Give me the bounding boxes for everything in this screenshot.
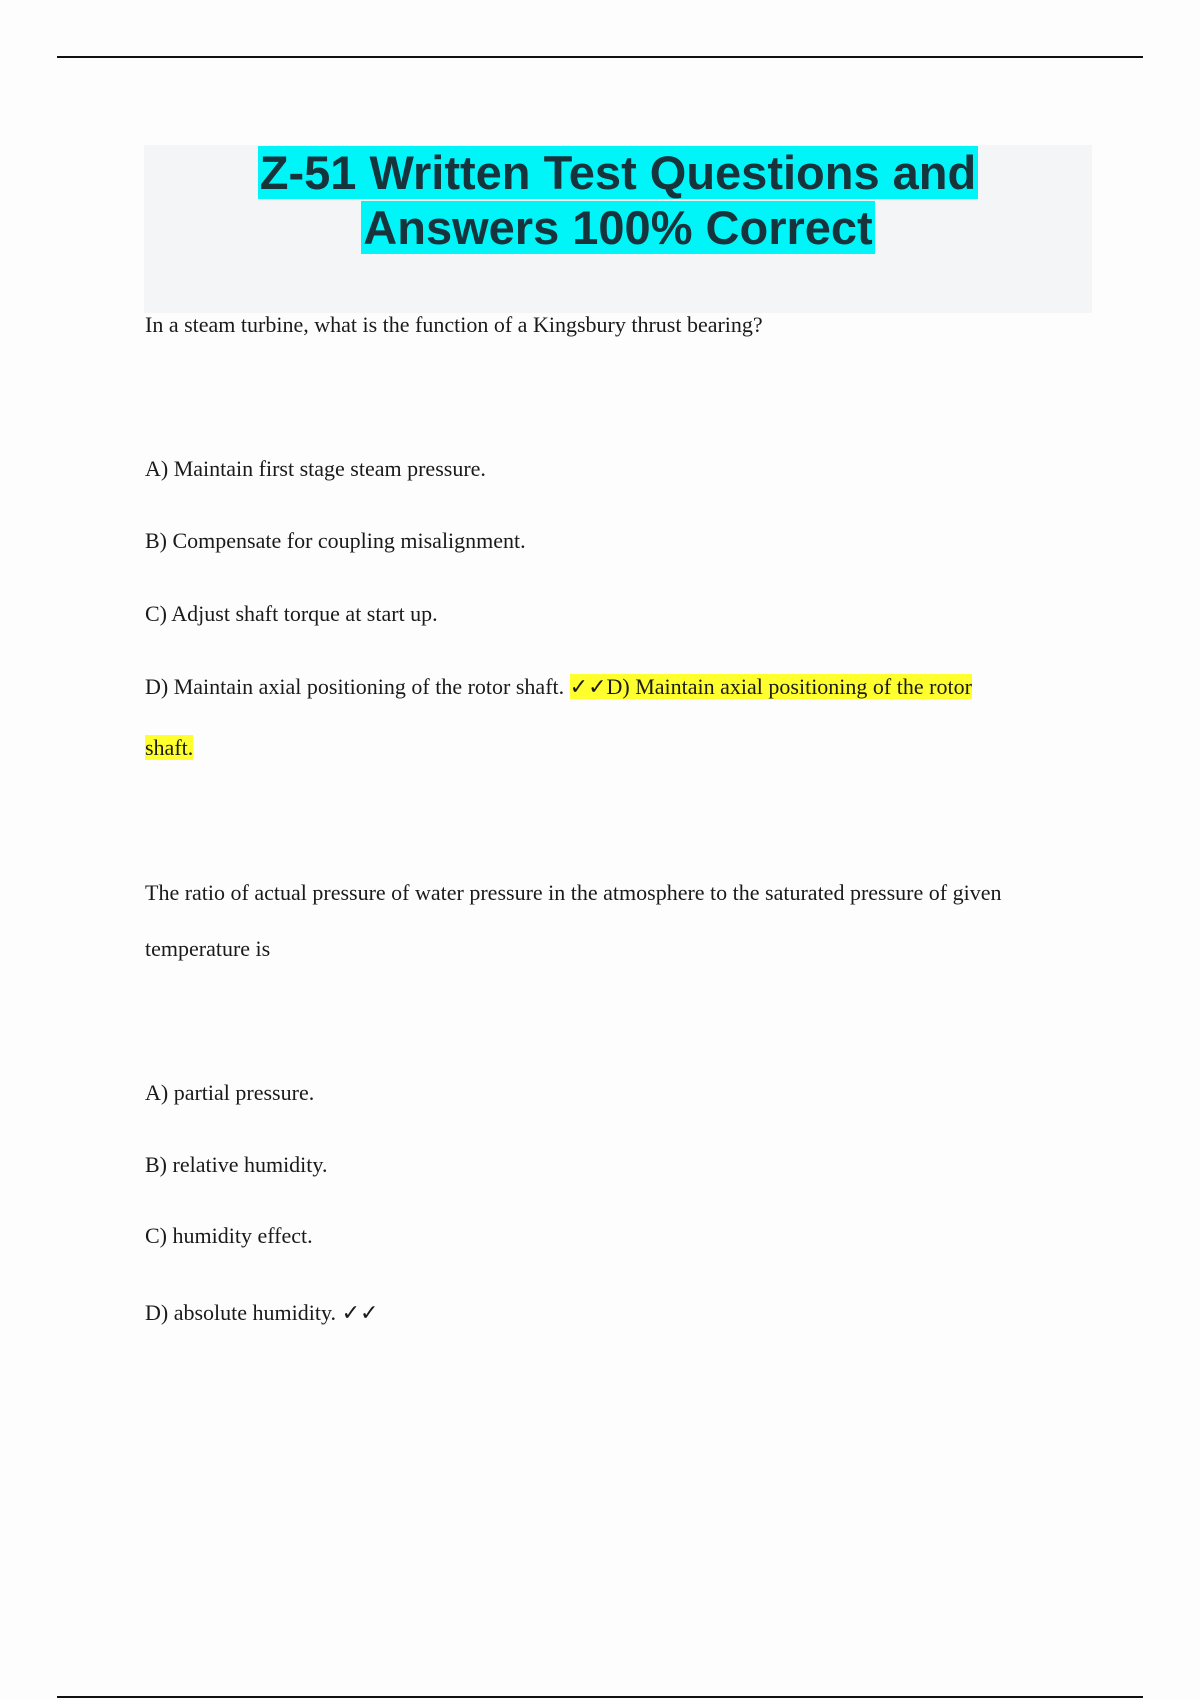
question-1-option-d-row [145, 674, 972, 701]
document-title [144, 145, 1092, 255]
question-2-option-d-row [145, 1300, 378, 1327]
question-1-option-b: B) Compensate for coupling misalignment. [145, 528, 526, 553]
title-block [144, 145, 1092, 313]
footer-rule [57, 1696, 1143, 1698]
question-2-text-line-2: temperature is [145, 936, 271, 961]
question-1-answer-line-1: D) Maintain axial positioning of the rotor [606, 674, 972, 699]
question-1-answer-highlight [570, 674, 972, 699]
question-1-answer-line-2-row [145, 735, 193, 761]
question-2-text-line-1: The ratio of actual pressure of water pressure in the atmosphere to the saturated pressure of given [145, 880, 1002, 905]
question-1-option-d: D) Maintain axial positioning of the rotor shaft. [145, 674, 565, 699]
question-2-option-b: B) relative humidity. [145, 1152, 328, 1177]
question-1-option-c: C) Adjust shaft torque at start up. [145, 601, 438, 626]
check-mark-icon: ✓✓ [569, 675, 607, 700]
title-line-2: Answers 100% Correct [363, 201, 873, 254]
header-rule [57, 56, 1143, 58]
question-2-option-d: D) absolute humidity. [145, 1300, 337, 1325]
question-1-text: In a steam turbine, what is the function of a Kingsbury thrust bearing? [145, 312, 763, 337]
check-mark-icon: ✓✓ [341, 1301, 379, 1326]
question-1-option-a: A) Maintain first stage steam pressure. [145, 456, 486, 481]
question-1-answer-line-2: shaft. [145, 735, 194, 760]
question-2-option-a: A) partial pressure. [145, 1080, 315, 1105]
title-line-1: Z-51 Written Test Questions and [259, 146, 977, 199]
question-2-option-c: C) humidity effect. [145, 1223, 313, 1248]
